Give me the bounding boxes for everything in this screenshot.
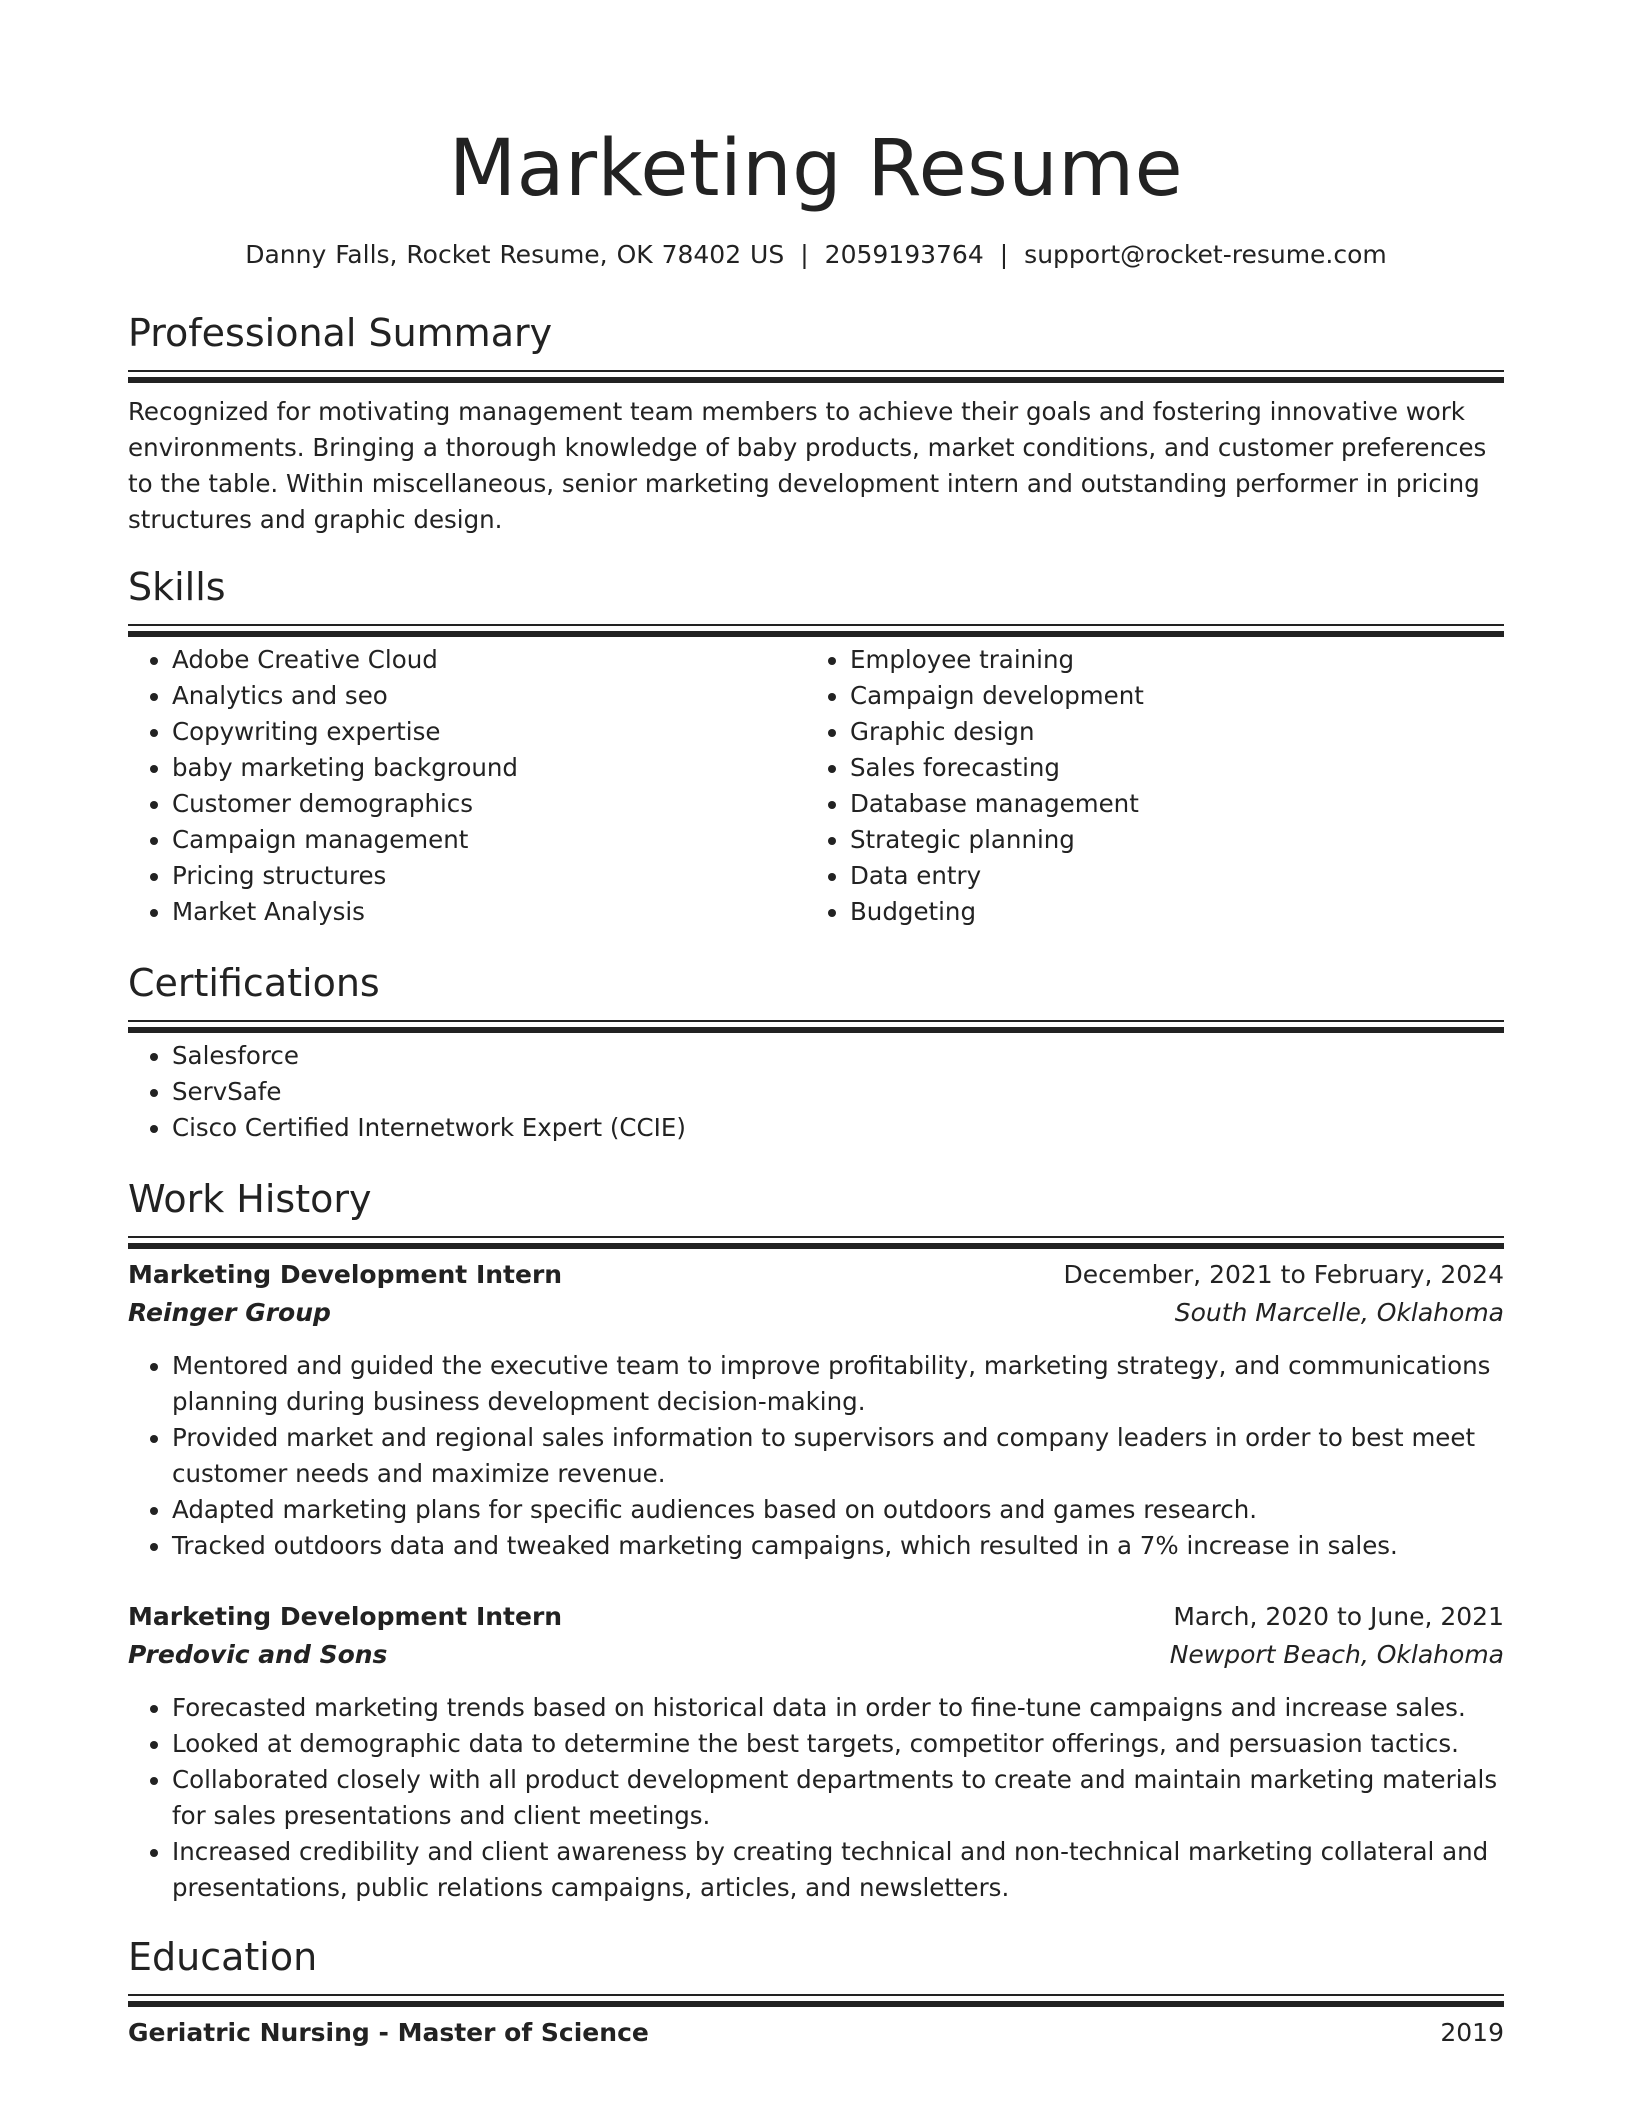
skill-item: • Budgeting bbox=[850, 894, 1484, 930]
job-bullet: • Forecasted marketing trends based on historical data in order to fine-tune campaigns and increase sales. bbox=[172, 1690, 1504, 1726]
certification-item: • Cisco Certified Internetwork Expert (CCIE) bbox=[172, 1110, 1504, 1146]
job-header bbox=[128, 1256, 1504, 1294]
job-bullet: • Mentored and guided the executive team to improve profitability, marketing strategy, and communications planning during business development decision-making. bbox=[172, 1348, 1504, 1420]
skills-section bbox=[128, 562, 1504, 930]
job-location: South Marcelle, Oklahoma bbox=[1174, 1298, 1504, 1327]
summary-text: Recognized for motivating management team members to achieve their goals and fostering innovative work environments. Bringing a thorough knowledge of baby products, market conditions, and customer preferences to the table. Within miscellaneous, senior marketing development intern and outstanding performer in pricing structures and graphic design. bbox=[128, 397, 1487, 534]
certifications-list bbox=[128, 1038, 1504, 1146]
section-divider bbox=[128, 1994, 1504, 1996]
job-subheader bbox=[128, 1636, 1504, 1674]
job-header bbox=[128, 1598, 1504, 1636]
skill-item: • Graphic design bbox=[850, 714, 1484, 750]
job-subheader bbox=[128, 1294, 1504, 1332]
education-entry bbox=[128, 2014, 1504, 2052]
skill-item: • Customer demographics bbox=[172, 786, 806, 822]
section-divider bbox=[128, 370, 1504, 372]
job-location: Newport Beach, Oklahoma bbox=[1169, 1640, 1504, 1669]
job-company: Reinger Group bbox=[128, 1298, 331, 1327]
skill-item: • Campaign development bbox=[850, 678, 1484, 714]
education-heading: Education bbox=[128, 1935, 318, 1979]
job-title: Marketing Development Intern bbox=[128, 1260, 563, 1289]
contact-line bbox=[128, 238, 1504, 272]
skills-heading: Skills bbox=[128, 565, 226, 609]
skills-list-left bbox=[128, 642, 806, 930]
skills-grid bbox=[128, 642, 1504, 930]
job-bullet: • Adapted marketing plans for specific audiences based on outdoors and games research. bbox=[172, 1492, 1504, 1528]
summary-section bbox=[128, 308, 1504, 538]
skill-item: • Employee training bbox=[850, 642, 1484, 678]
certification-item: • Salesforce bbox=[172, 1038, 1504, 1074]
skills-list-right bbox=[806, 642, 1484, 930]
job-dates: March, 2020 to June, 2021 bbox=[1173, 1602, 1504, 1631]
skill-item: • Strategic planning bbox=[850, 822, 1484, 858]
skill-item: • Sales forecasting bbox=[850, 750, 1484, 786]
skill-item: • Data entry bbox=[850, 858, 1484, 894]
job-bullet: • Provided market and regional sales information to supervisors and company leaders in order to best meet customer needs and maximize revenue. bbox=[172, 1420, 1504, 1492]
skill-item: • baby marketing background bbox=[172, 750, 806, 786]
resume-page bbox=[128, 0, 1504, 2052]
job-bullet: • Tracked outdoors data and tweaked marketing campaigns, which resulted in a 7% increase in sales. bbox=[172, 1528, 1504, 1564]
education-section bbox=[128, 1932, 1504, 2052]
work-history-section bbox=[128, 1174, 1504, 1906]
job-bullets bbox=[128, 1348, 1504, 1564]
contact-email: support@rocket-resume.com bbox=[1024, 240, 1387, 269]
skill-item: • Pricing structures bbox=[172, 858, 806, 894]
contact-phone: 2059193764 bbox=[824, 240, 984, 269]
skill-item: • Adobe Creative Cloud bbox=[172, 642, 806, 678]
skills-column-left bbox=[128, 642, 806, 930]
skills-column-right bbox=[806, 642, 1484, 930]
resume-title: Marketing Resume bbox=[448, 124, 1184, 214]
job-entry bbox=[128, 1256, 1504, 1564]
job-bullets bbox=[128, 1690, 1504, 1906]
job-entry bbox=[128, 1598, 1504, 1906]
skill-item: • Copywriting expertise bbox=[172, 714, 806, 750]
certification-item: • ServSafe bbox=[172, 1074, 1504, 1110]
job-title: Marketing Development Intern bbox=[128, 1602, 563, 1631]
contact-separator: | bbox=[999, 240, 1009, 269]
skill-item: • Market Analysis bbox=[172, 894, 806, 930]
job-bullet: • Increased credibility and client awareness by creating technical and non-technical marketing collateral and presentations, public relations campaigns, articles, and newsletters. bbox=[172, 1834, 1504, 1906]
contact-address: Danny Falls, Rocket Resume, OK 78402 US bbox=[245, 240, 785, 269]
education-degree: Geriatric Nursing - Master of Science bbox=[128, 2018, 649, 2047]
skill-item: • Database management bbox=[850, 786, 1484, 822]
skill-item: • Analytics and seo bbox=[172, 678, 806, 714]
certifications-heading: Certifications bbox=[128, 961, 380, 1005]
job-bullet: • Looked at demographic data to determine the best targets, competitor offerings, and persuasion tactics. bbox=[172, 1726, 1504, 1762]
section-divider bbox=[128, 1236, 1504, 1238]
contact-separator: | bbox=[800, 240, 809, 269]
job-bullet: • Collaborated closely with all product development departments to create and maintain marketing materials for sales presentations and client meetings. bbox=[172, 1762, 1504, 1834]
section-divider bbox=[128, 1020, 1504, 1022]
education-year: 2019 bbox=[1440, 2018, 1504, 2047]
summary-heading: Professional Summary bbox=[128, 311, 553, 355]
section-divider bbox=[128, 624, 1504, 626]
work-history-heading: Work History bbox=[128, 1177, 372, 1221]
job-dates: December, 2021 to February, 2024 bbox=[1063, 1260, 1504, 1289]
job-company: Predovic and Sons bbox=[128, 1640, 388, 1669]
certifications-section bbox=[128, 958, 1504, 1146]
skill-item: • Campaign management bbox=[172, 822, 806, 858]
